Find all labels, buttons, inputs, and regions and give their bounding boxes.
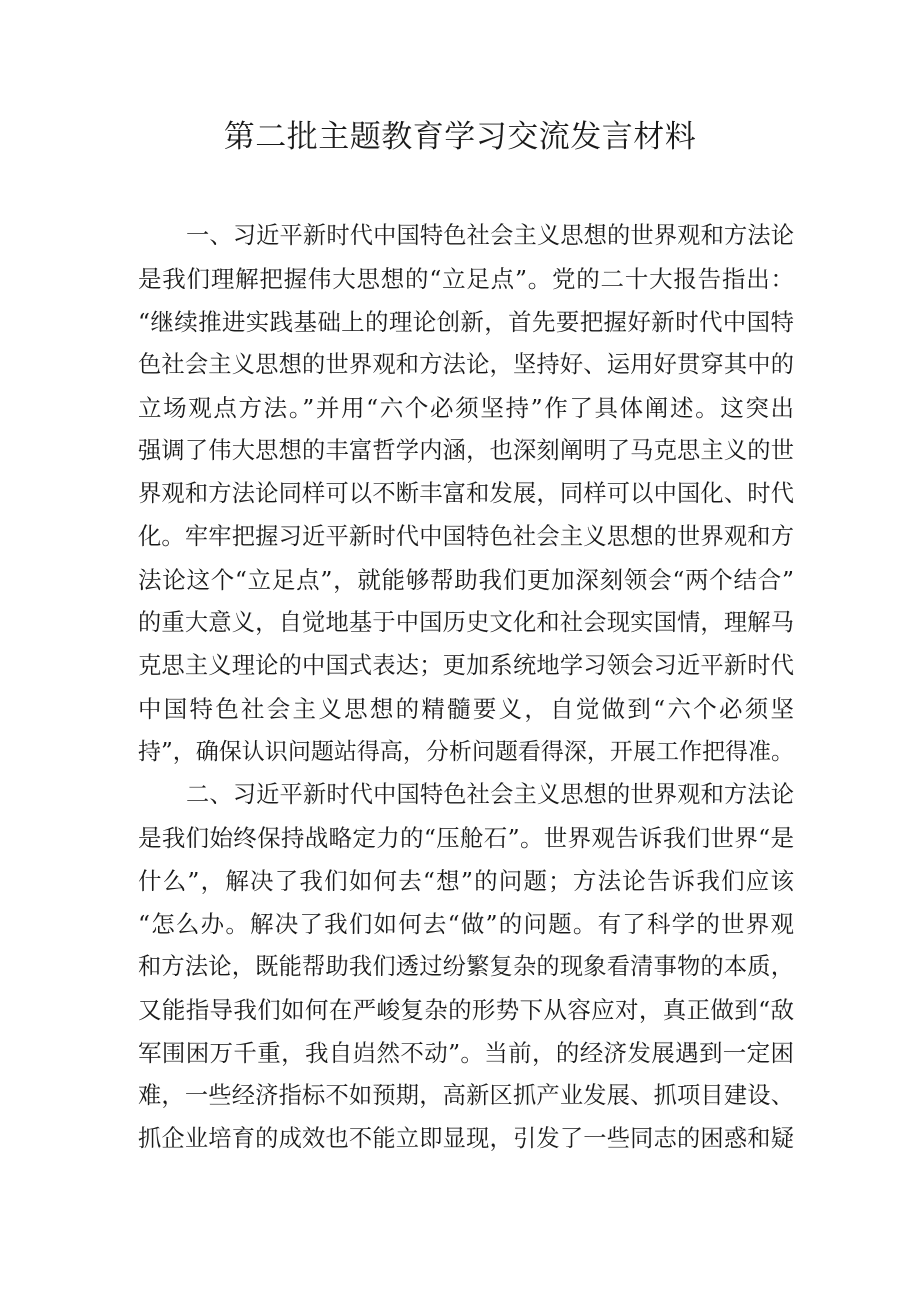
body-text-line: 界观和方法论同样可以不断丰富和发展，同样可以中国化、时代 (138, 480, 794, 507)
document-title: 第二批主题教育学习交流发言材料 (223, 119, 697, 155)
body-text-line: 一、习近平新时代中国特色社会主义思想的世界观和方法论 (186, 222, 794, 249)
body-text-line: 持”，确保认识问题站得高，分析问题看得深，开展工作把得准。 (138, 739, 794, 765)
body-text-line: 又能指导我们如何在严峻复杂的形势下从容应对，真正做到“敌 (138, 996, 794, 1024)
body-text-line: 军围困万千重，我自岿然不动”。当前，的经济发展遇到一定困 (138, 1039, 794, 1067)
body-text-line: 克思主义理论的中国式表达；更加系统地学习领会习近平新时代 (138, 652, 794, 679)
body-text-line: 抓企业培育的成效也不能立即显现，引发了一些同志的困惑和疑 (138, 1125, 794, 1152)
body-text-line: 立场观点方法。”并用“六个必须坚持”作了具体阐述。这突出 (138, 394, 794, 422)
body-text-line: 二、习近平新时代中国特色社会主义思想的世界观和方法论 (186, 781, 794, 808)
body-text-line: 化。牢牢把握习近平新时代中国特色社会主义思想的世界观和方 (138, 523, 794, 550)
body-text-line: 什么”，解决了我们如何去“想”的问题；方法论告诉我们应该 (138, 867, 794, 895)
body-text-line: 和方法论，既能帮助我们透过纷繁复杂的现象看清事物的本质， (138, 953, 794, 980)
body-text-line: 法论这个“立足点”，就能够帮助我们更加深刻领会“两个结合” (138, 566, 794, 594)
body-text-line: 强调了伟大思想的丰富哲学内涵，也深刻阐明了马克思主义的世 (138, 437, 794, 464)
body-text-line: “继续推进实践基础上的理论创新，首先要把握好新时代中国特 (138, 308, 794, 336)
body-text-line: 难，一些经济指标不如预期，高新区抓产业发展、抓项目建设、 (138, 1082, 794, 1109)
body-text-line: 中国特色社会主义思想的精髓要义，自觉做到“六个必须坚 (138, 695, 794, 723)
body-text-line: 色社会主义思想的世界观和方法论，坚持好、运用好贯穿其中的 (138, 351, 794, 378)
body-text-line: 的重大意义，自觉地基于中国历史文化和社会现实国情，理解马 (138, 609, 794, 636)
body-text-line: 是我们理解把握伟大思想的“立足点”。党的二十大报告指出： (138, 265, 794, 293)
body-text-line: “怎么办。解决了我们如何去“做”的问题。有了科学的世界观 (138, 910, 794, 938)
body-text-line: 是我们始终保持战略定力的“压舱石”。世界观告诉我们世界“是 (138, 824, 794, 852)
